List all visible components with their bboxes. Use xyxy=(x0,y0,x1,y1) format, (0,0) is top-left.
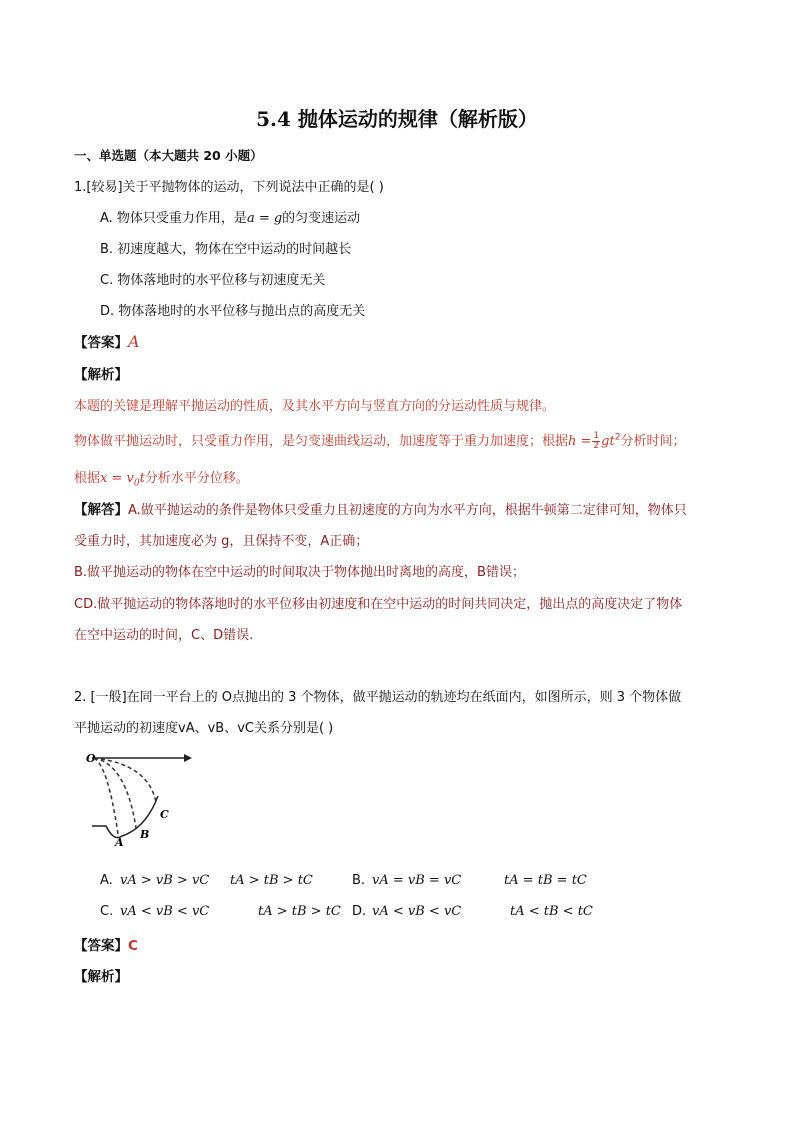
q2-option-a-v: vA > vB > vC xyxy=(120,873,210,888)
q1-answer-value: A xyxy=(128,332,140,351)
q1-solution-line5: 在空中运动的时间，C、D错误. xyxy=(74,628,254,643)
q1-answer-tag: 【答案】 xyxy=(74,335,128,351)
q2-answer xyxy=(74,934,138,954)
q2-analysis-tag: 【解析】 xyxy=(74,969,128,985)
label-o: O xyxy=(86,752,96,765)
q1-stem: 1.[较易]关于平抛物体的运动，下列说法中正确的是( ) xyxy=(74,180,384,195)
q1-analysis-line2-prefix: 物体做平抛运动时，只受重力作用，是匀变速曲线运动，加速度等于重力加速度；根据 xyxy=(74,434,569,449)
q1-analysis-x: x = v xyxy=(100,471,134,486)
q1-option-b: B. 初速度越大，物体在空中运动的时间越长 xyxy=(100,242,352,257)
q2-option-c-t: tA > tB > tC xyxy=(258,904,341,919)
q1-option-c: C. 物体落地时的水平位移与初速度无关 xyxy=(100,273,326,288)
q1-analysis-h: h = xyxy=(568,434,592,449)
q2-stem-line2: 平抛运动的初速度vA、vB、vC关系分别是( ) xyxy=(74,721,334,736)
q1-option-d: D. 物体落地时的水平位移与抛出点的高度无关 xyxy=(100,304,366,319)
q1-option-a-suffix: 的匀变速运动 xyxy=(282,211,361,226)
q1-analysis-fraction xyxy=(592,432,600,451)
q1-solution-text1: A.做平抛运动的条件是物体只受重力且初速度的方向为水平方向，根据牛顿第二定律可知，物体只 xyxy=(128,503,687,518)
q1-solution-line4: CD.做平抛运动的物体落地时的水平位移由初速度和在空中运动的时间共同决定，抛出点的高度决定了物体 xyxy=(74,597,683,612)
q2-option-d-label: D. xyxy=(352,904,367,919)
page-title: 5.4 抛体运动的规律（解析版） xyxy=(256,107,538,131)
q2-option-d-v: vA < vB < vC xyxy=(372,904,462,919)
trajectory-c xyxy=(94,758,156,802)
q2-option-c-label: C. xyxy=(100,904,114,919)
q1-solution-line3: B.做平抛运动的物体在空中运动的时间取决于物体抛出时离地的高度，B错误； xyxy=(74,565,525,580)
fraction-denominator: 2 xyxy=(593,441,600,451)
q1-answer xyxy=(74,331,140,351)
q2-option-d-t: tA < tB < tC xyxy=(510,904,593,919)
q2-option-b-v: vA = vB = vC xyxy=(372,873,462,888)
q1-analysis-gt: gt xyxy=(601,434,615,449)
q1-solution-line1 xyxy=(74,498,687,518)
q1-analysis-line3 xyxy=(74,467,249,489)
label-a: A xyxy=(115,836,124,846)
trajectory-figure xyxy=(86,746,196,846)
q1-analysis-line2 xyxy=(74,430,685,451)
q1-analysis-line3-prefix: 根据 xyxy=(74,471,101,486)
axis-arrowhead xyxy=(184,754,192,762)
q2-answer-value: C xyxy=(128,938,138,954)
q2-answer-tag: 【答案】 xyxy=(74,938,128,954)
q2-option-b-t: tA = tB = tC xyxy=(504,873,587,888)
q1-analysis-sup: 2 xyxy=(614,432,621,443)
q1-analysis-t: t xyxy=(139,471,145,486)
label-c: C xyxy=(160,808,169,821)
q2-option-c-v: vA < vB < vC xyxy=(120,904,210,919)
q1-analysis-line1: 本题的关键是理解平抛运动的性质，及其水平方向与竖直方向的分运动性质与规律。 xyxy=(74,399,556,414)
q1-analysis-line3-suffix: 分析水平分位移。 xyxy=(144,471,249,486)
q1-option-a-math: a = g xyxy=(246,211,283,226)
q1-analysis-tag: 【解析】 xyxy=(74,367,128,383)
q1-analysis-line2-suffix: 分析时间； xyxy=(620,434,686,449)
q1-option-a-prefix: A. 物体只受重力作用，是 xyxy=(100,211,247,226)
q2-option-a-label: A. xyxy=(100,873,113,888)
label-b: B xyxy=(140,828,150,841)
q1-solution-line2: 受重力时，其加速度必为 g，且保持不变，A正确； xyxy=(74,534,369,549)
section-heading: 一、单选题（本大题共 20 小题） xyxy=(74,148,263,163)
q1-option-a xyxy=(100,207,360,226)
q2-option-a-t: tA > tB > tC xyxy=(230,873,313,888)
q2-stem-line1: 2. [一般]在同一平台上的 O点抛出的 3 个物体，做平抛运动的轨迹均在纸面内，如图所示，则 3 个物体做 xyxy=(74,690,682,705)
fraction-numerator: 1 xyxy=(593,431,600,441)
q2-option-b-label: B. xyxy=(352,873,366,888)
q1-solution-tag: 【解答】 xyxy=(74,502,128,518)
q1-analysis-sub: 0 xyxy=(133,478,140,489)
